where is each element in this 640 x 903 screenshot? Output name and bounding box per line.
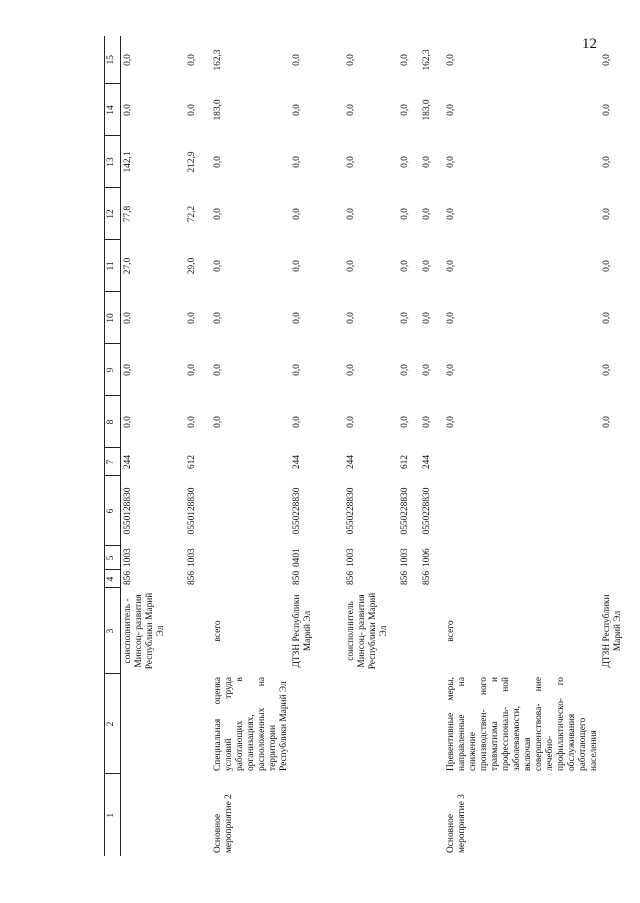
cell-col-8: 0,0 — [186, 416, 197, 428]
cell-col-12: 0,0 — [421, 208, 432, 220]
table-row — [290, 36, 344, 856]
header-cell: 8 — [105, 396, 121, 448]
cell-col-11: 0,0 — [291, 260, 302, 272]
cell-col-13: 0,0 — [291, 156, 302, 168]
cell-col-9: 0,0 — [123, 364, 133, 376]
cell-col-1 — [600, 774, 640, 856]
cell-col-12: 72,2 — [186, 205, 197, 223]
cell-col-14: 0,0 — [445, 104, 456, 116]
cell-col-6: 0550228830 — [399, 487, 410, 535]
cell-col-9: 0,0 — [399, 364, 410, 376]
table-row — [121, 36, 185, 856]
cell-col-1 — [121, 774, 185, 856]
cell-col-15: 0,0 — [186, 54, 197, 66]
header-cell: 12 — [105, 188, 121, 240]
cell-col-4 — [211, 570, 290, 588]
cell-col-10: 0,0 — [186, 312, 197, 324]
cell-col-15: 162,3 — [212, 49, 223, 71]
cell-col-12: 0,0 — [291, 208, 302, 220]
cell-col-14: 0,0 — [399, 104, 410, 116]
cell-col-9: 0,0 — [345, 364, 356, 376]
cell-col-3: соисполнитель - Минсоц- развития Республики Марий Эл — [123, 592, 166, 670]
table-row — [600, 36, 640, 856]
cell-col-11: 0,0 — [445, 260, 456, 272]
cell-col-9: 0,0 — [291, 364, 302, 376]
header-cell: 3 — [105, 588, 121, 674]
cell-col-3: всего — [445, 620, 456, 642]
cell-col-4 — [444, 570, 600, 588]
cell-col-3: ДТЗН Республики Марий Эл — [601, 594, 623, 668]
cell-col-12: 0,0 — [445, 208, 456, 220]
cell-col-6 — [444, 476, 600, 546]
cell-col-1: Основное мероприятие 3 — [445, 794, 467, 853]
cell-col-13: 0,0 — [601, 156, 612, 168]
cell-col-14: 0,0 — [123, 104, 133, 116]
cell-col-5 — [600, 546, 640, 570]
cell-col-3: всего — [212, 620, 223, 642]
cell-col-13: 0,0 — [212, 156, 223, 168]
cell-col-12: 0,0 — [601, 208, 612, 220]
cell-col-9: 0,0 — [445, 364, 456, 376]
cell-col-8: 0,0 — [345, 416, 356, 428]
cell-col-8: 0,0 — [445, 416, 456, 428]
cell-col-6: 0550128830 — [123, 487, 133, 535]
header-cell: 4 — [105, 570, 121, 588]
header-cell: 15 — [105, 36, 121, 84]
cell-col-7: 612 — [399, 454, 410, 470]
cell-col-6: 0550228830 — [291, 487, 302, 535]
cell-col-11: 0,0 — [212, 260, 223, 272]
cell-col-4: 856 — [186, 570, 197, 585]
table-row — [344, 36, 398, 856]
cell-col-3 — [185, 588, 211, 674]
cell-col-2 — [398, 674, 420, 774]
cell-col-8: 0,0 — [123, 416, 133, 428]
cell-col-11: 0,0 — [601, 260, 612, 272]
cell-col-4 — [600, 570, 640, 588]
cell-col-1: Основное мероприятие 2 — [212, 794, 234, 853]
cell-col-13: 0,0 — [445, 156, 456, 168]
cell-col-11: 0,0 — [421, 260, 432, 272]
header-cell: 11 — [105, 240, 121, 292]
cell-col-4: 850 — [291, 570, 302, 585]
cell-col-13: 0,0 — [399, 156, 410, 168]
cell-col-14: 0,0 — [601, 104, 612, 116]
cell-col-15: 0,0 — [345, 54, 356, 66]
cell-col-9: 0,0 — [601, 364, 612, 376]
table-body — [121, 36, 640, 856]
cell-col-4: 856 — [399, 570, 410, 585]
cell-col-6 — [211, 476, 290, 546]
header-cell: 2 — [105, 674, 121, 774]
header-cell: 1 — [105, 774, 121, 856]
budget-table — [104, 36, 640, 856]
cell-col-12: 0,0 — [399, 208, 410, 220]
table-row — [444, 36, 600, 856]
cell-col-5 — [444, 546, 600, 570]
header-cell: 6 — [105, 476, 121, 546]
cell-col-15: 0,0 — [601, 54, 612, 66]
cell-col-6: 0550128830 — [186, 487, 197, 535]
cell-col-7: 244 — [345, 454, 356, 470]
cell-col-9: 0,0 — [186, 364, 197, 376]
cell-col-2 — [420, 674, 444, 774]
cell-col-12: 77,8 — [123, 205, 133, 223]
cell-col-13: 212,9 — [186, 151, 197, 173]
cell-col-6 — [600, 476, 640, 546]
cell-col-1 — [290, 774, 344, 856]
cell-col-2 — [290, 674, 344, 774]
cell-col-5: 1003 — [345, 548, 356, 567]
cell-col-5: 1003 — [399, 548, 410, 567]
cell-col-9: 0,0 — [212, 364, 223, 376]
cell-col-5: 1003 — [186, 548, 197, 567]
cell-col-4: 856 — [421, 570, 432, 585]
cell-col-3 — [398, 588, 420, 674]
cell-col-14: 0,0 — [291, 104, 302, 116]
cell-col-15: 0,0 — [123, 54, 133, 66]
cell-col-11: 27,0 — [123, 257, 133, 275]
cell-col-8: 0,0 — [399, 416, 410, 428]
cell-col-10: 0,0 — [212, 312, 223, 324]
cell-col-5: 1006 — [421, 548, 432, 567]
cell-col-3 — [420, 588, 444, 674]
cell-col-2: Специальная оценка условий труда работающих в организациях, расположенных на территории Республики Марий Эл — [212, 677, 289, 771]
cell-col-15: 162,3 — [421, 49, 432, 71]
cell-col-2 — [121, 674, 185, 774]
cell-col-2 — [344, 674, 398, 774]
cell-col-10: 0,0 — [601, 312, 612, 324]
cell-col-4: 856 — [123, 570, 133, 585]
table-row — [185, 36, 211, 856]
header-cell: 7 — [105, 448, 121, 476]
table-row — [420, 36, 444, 856]
cell-col-2: Превентивные меры, направленные на снижение производствен- ного травматизма и профессиональ- ной заболеваемости, включая совершенствова- ние лечебно- профилактическо- го обслуживания работающего населения — [445, 677, 599, 771]
cell-col-7: 612 — [186, 454, 197, 470]
cell-col-10: 0,0 — [291, 312, 302, 324]
cell-col-1 — [398, 774, 420, 856]
header-cell: 9 — [105, 344, 121, 396]
cell-col-1 — [185, 774, 211, 856]
cell-col-2 — [185, 674, 211, 774]
cell-col-7: 244 — [123, 454, 133, 470]
cell-col-12: 0,0 — [212, 208, 223, 220]
cell-col-13: 142,1 — [123, 151, 133, 173]
cell-col-14: 0,0 — [186, 104, 197, 116]
table-row — [211, 36, 290, 856]
cell-col-1 — [420, 774, 444, 856]
cell-col-5: 1003 — [123, 548, 133, 567]
cell-col-7 — [444, 448, 600, 476]
cell-col-10: 0,0 — [123, 312, 133, 324]
cell-col-12: 0,0 — [345, 208, 356, 220]
cell-col-15: 0,0 — [291, 54, 302, 66]
cell-col-7: 244 — [421, 454, 432, 470]
cell-col-6: 0550228830 — [345, 487, 356, 535]
cell-col-7: 244 — [291, 454, 302, 470]
cell-col-5: 0401 — [291, 548, 302, 567]
cell-col-7 — [211, 448, 290, 476]
cell-col-8: 0,0 — [212, 416, 223, 428]
cell-col-14: 183,0 — [212, 99, 223, 121]
header-cell: 10 — [105, 292, 121, 344]
cell-col-3: ДТЗН Республики Марий Эл — [291, 594, 313, 668]
cell-col-13: 0,0 — [345, 156, 356, 168]
cell-col-15: 0,0 — [399, 54, 410, 66]
table-row — [398, 36, 420, 856]
cell-col-14: 183,0 — [421, 99, 432, 121]
cell-col-10: 0,0 — [445, 312, 456, 324]
cell-col-14: 0,0 — [345, 104, 356, 116]
cell-col-11: 29,0 — [186, 257, 197, 275]
column-number-header — [105, 36, 121, 856]
page-number: 12 — [582, 36, 597, 52]
cell-col-8: 0,0 — [291, 416, 302, 428]
cell-col-1 — [344, 774, 398, 856]
cell-col-10: 0,0 — [399, 312, 410, 324]
rotated-table-container — [104, 36, 630, 856]
cell-col-9: 0,0 — [421, 364, 432, 376]
header-cell: 14 — [105, 84, 121, 136]
header-cell: 5 — [105, 546, 121, 570]
cell-col-10: 0,0 — [345, 312, 356, 324]
cell-col-11: 0,0 — [345, 260, 356, 272]
cell-col-13: 0,0 — [421, 156, 432, 168]
cell-col-8: 0,0 — [421, 416, 432, 428]
cell-col-10: 0,0 — [421, 312, 432, 324]
cell-col-6: 0550228830 — [421, 487, 432, 535]
cell-col-11: 0,0 — [399, 260, 410, 272]
cell-col-3: соисполнитель Минсоц- развития Республики Марий Эл — [345, 592, 389, 670]
header-cell: 13 — [105, 136, 121, 188]
cell-col-15: 0,0 — [445, 54, 456, 66]
cell-col-4: 856 — [345, 570, 356, 585]
cell-col-8: 0,0 — [601, 416, 612, 428]
cell-col-2 — [600, 674, 640, 774]
cell-col-5 — [211, 546, 290, 570]
cell-col-7 — [600, 448, 640, 476]
